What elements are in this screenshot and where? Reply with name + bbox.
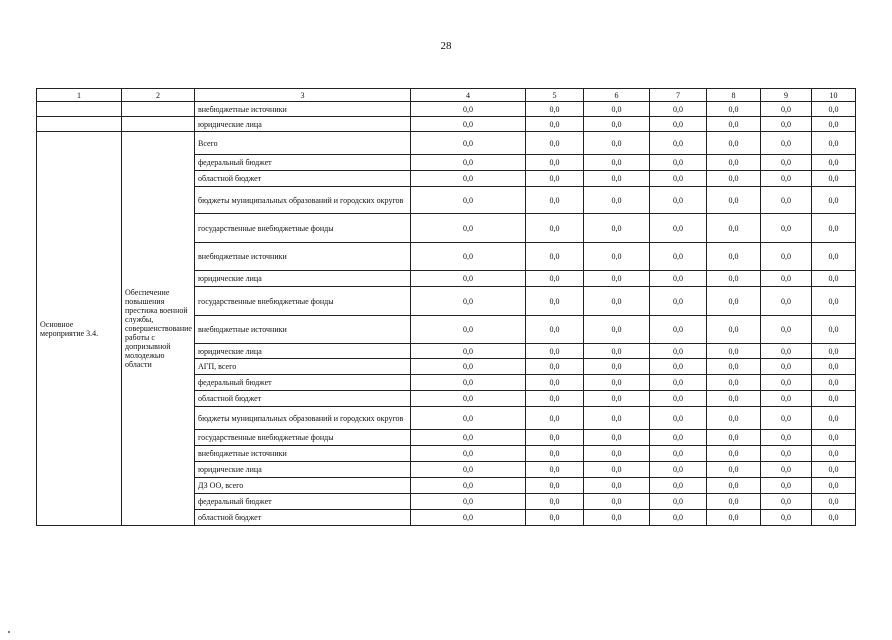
value-cell: 0,0 [584,430,650,446]
value-cell: 0,0 [761,494,812,510]
value-cell: 0,0 [707,316,761,344]
value-cell: 0,0 [812,359,856,375]
value-cell: 0,0 [707,375,761,391]
header-cell: 1 [37,89,122,102]
value-cell: 0,0 [411,214,526,243]
value-cell: 0,0 [761,214,812,243]
value-cell: 0,0 [526,359,584,375]
value-cell: 0,0 [812,271,856,287]
value-cell: 0,0 [584,243,650,271]
value-cell: 0,0 [650,243,707,271]
row-label: внебюджетные источники [195,446,411,462]
value-cell: 0,0 [584,187,650,214]
value-cell: 0,0 [584,510,650,526]
value-cell: 0,0 [707,132,761,155]
value-cell: 0,0 [812,430,856,446]
value-cell: 0,0 [761,430,812,446]
value-cell: 0,0 [411,462,526,478]
col2-cell [122,117,195,132]
value-cell: 0,0 [650,102,707,117]
value-cell: 0,0 [526,117,584,132]
value-cell: 0,0 [761,510,812,526]
col1-cell [37,117,122,132]
value-cell: 0,0 [526,407,584,430]
value-cell: 0,0 [411,344,526,359]
value-cell: 0,0 [650,407,707,430]
value-cell: 0,0 [812,478,856,494]
value-cell: 0,0 [584,391,650,407]
row-label: бюджеты муниципальных образований и городских округов [195,187,411,214]
value-cell: 0,0 [650,344,707,359]
header-cell: 2 [122,89,195,102]
value-cell: 0,0 [584,359,650,375]
value-cell: 0,0 [584,271,650,287]
value-cell: 0,0 [707,462,761,478]
value-cell: 0,0 [707,171,761,187]
value-cell: 0,0 [411,446,526,462]
value-cell: 0,0 [526,155,584,171]
header-cell: 8 [707,89,761,102]
header-row [37,89,856,102]
value-cell: 0,0 [707,214,761,243]
value-cell: 0,0 [411,171,526,187]
value-cell: 0,0 [812,171,856,187]
row-label: бюджеты муниципальных образований и городских округов [195,407,411,430]
value-cell: 0,0 [411,132,526,155]
value-cell: 0,0 [650,214,707,243]
value-cell: 0,0 [707,102,761,117]
value-cell: 0,0 [761,359,812,375]
value-cell: 0,0 [584,344,650,359]
value-cell: 0,0 [526,462,584,478]
value-cell: 0,0 [411,494,526,510]
value-cell: 0,0 [761,187,812,214]
value-cell: 0,0 [650,391,707,407]
value-cell: 0,0 [650,510,707,526]
row-label: областной бюджет [195,391,411,407]
value-cell: 0,0 [650,171,707,187]
value-cell: 0,0 [707,187,761,214]
value-cell: 0,0 [650,446,707,462]
event-name: Основное мероприятие 3.4. [37,132,122,526]
value-cell: 0,0 [526,510,584,526]
value-cell: 0,0 [411,117,526,132]
value-cell: 0,0 [812,391,856,407]
value-cell: 0,0 [584,316,650,344]
value-cell: 0,0 [812,102,856,117]
value-cell: 0,0 [526,171,584,187]
header-cell: 9 [761,89,812,102]
value-cell: 0,0 [761,446,812,462]
header-cell: 6 [584,89,650,102]
row-label: юридические лица [195,271,411,287]
row-label: АГП, всего [195,359,411,375]
value-cell: 0,0 [812,344,856,359]
row-label: государственные внебюджетные фонды [195,287,411,316]
value-cell: 0,0 [707,391,761,407]
value-cell: 0,0 [812,494,856,510]
col2-cell [122,102,195,117]
value-cell: 0,0 [761,391,812,407]
value-cell: 0,0 [761,344,812,359]
value-cell: 0,0 [411,430,526,446]
value-cell: 0,0 [707,155,761,171]
value-cell: 0,0 [526,271,584,287]
value-cell: 0,0 [707,510,761,526]
value-cell: 0,0 [812,446,856,462]
row-label: юридические лица [195,344,411,359]
value-cell: 0,0 [526,344,584,359]
row-label: государственные внебюджетные фонды [195,214,411,243]
value-cell: 0,0 [707,478,761,494]
value-cell: 0,0 [650,316,707,344]
value-cell: 0,0 [707,359,761,375]
value-cell: 0,0 [411,155,526,171]
scan-speck [8,631,10,633]
value-cell: 0,0 [526,478,584,494]
row-label: ДЗ ОО, всего [195,478,411,494]
value-cell: 0,0 [411,187,526,214]
value-cell: 0,0 [650,287,707,316]
table-row [37,132,856,155]
value-cell: 0,0 [650,375,707,391]
value-cell: 0,0 [526,132,584,155]
value-cell: 0,0 [526,430,584,446]
value-cell: 0,0 [526,391,584,407]
value-cell: 0,0 [584,171,650,187]
value-cell: 0,0 [761,375,812,391]
row-label: федеральный бюджет [195,494,411,510]
value-cell: 0,0 [650,494,707,510]
value-cell: 0,0 [650,117,707,132]
header-cell: 7 [650,89,707,102]
value-cell: 0,0 [526,287,584,316]
value-cell: 0,0 [812,375,856,391]
header-cell: 10 [812,89,856,102]
value-cell: 0,0 [812,407,856,430]
value-cell: 0,0 [761,271,812,287]
value-cell: 0,0 [526,187,584,214]
header-cell: 4 [411,89,526,102]
value-cell: 0,0 [584,494,650,510]
row-label: федеральный бюджет [195,375,411,391]
value-cell: 0,0 [707,243,761,271]
value-cell: 0,0 [411,391,526,407]
header-cell: 5 [526,89,584,102]
value-cell: 0,0 [584,407,650,430]
value-cell: 0,0 [411,243,526,271]
value-cell: 0,0 [812,214,856,243]
value-cell: 0,0 [584,462,650,478]
row-label: внебюджетные источники [195,102,411,117]
value-cell: 0,0 [650,478,707,494]
value-cell: 0,0 [761,287,812,316]
value-cell: 0,0 [707,287,761,316]
value-cell: 0,0 [584,446,650,462]
value-cell: 0,0 [761,316,812,344]
value-cell: 0,0 [650,155,707,171]
value-cell: 0,0 [650,430,707,446]
header-cell: 3 [195,89,411,102]
value-cell: 0,0 [526,214,584,243]
table-row [37,117,856,132]
value-cell: 0,0 [812,132,856,155]
value-cell: 0,0 [584,102,650,117]
value-cell: 0,0 [411,407,526,430]
value-cell: 0,0 [411,316,526,344]
value-cell: 0,0 [526,243,584,271]
row-label: внебюджетные источники [195,316,411,344]
value-cell: 0,0 [707,117,761,132]
value-cell: 0,0 [707,407,761,430]
value-cell: 0,0 [812,462,856,478]
value-cell: 0,0 [526,316,584,344]
col1-cell [37,102,122,117]
value-cell: 0,0 [761,478,812,494]
row-label: юридические лица [195,462,411,478]
value-cell: 0,0 [812,243,856,271]
table-row [37,102,856,117]
value-cell: 0,0 [584,478,650,494]
value-cell: 0,0 [707,344,761,359]
value-cell: 0,0 [812,510,856,526]
value-cell: 0,0 [707,430,761,446]
value-cell: 0,0 [650,462,707,478]
value-cell: 0,0 [584,132,650,155]
value-cell: 0,0 [650,271,707,287]
table-body [37,89,856,526]
value-cell: 0,0 [584,287,650,316]
value-cell: 0,0 [411,102,526,117]
value-cell: 0,0 [650,132,707,155]
value-cell: 0,0 [707,271,761,287]
value-cell: 0,0 [761,171,812,187]
value-cell: 0,0 [526,102,584,117]
value-cell: 0,0 [761,407,812,430]
value-cell: 0,0 [584,375,650,391]
value-cell: 0,0 [411,478,526,494]
value-cell: 0,0 [761,155,812,171]
value-cell: 0,0 [761,132,812,155]
row-label: юридические лица [195,117,411,132]
value-cell: 0,0 [411,271,526,287]
value-cell: 0,0 [526,446,584,462]
value-cell: 0,0 [761,102,812,117]
value-cell: 0,0 [707,494,761,510]
value-cell: 0,0 [761,117,812,132]
row-label: федеральный бюджет [195,155,411,171]
budget-table [36,88,856,526]
value-cell: 0,0 [584,117,650,132]
value-cell: 0,0 [584,214,650,243]
value-cell: 0,0 [707,446,761,462]
value-cell: 0,0 [650,359,707,375]
value-cell: 0,0 [761,243,812,271]
value-cell: 0,0 [812,117,856,132]
row-label: областной бюджет [195,510,411,526]
value-cell: 0,0 [411,359,526,375]
value-cell: 0,0 [526,375,584,391]
row-label: областной бюджет [195,171,411,187]
value-cell: 0,0 [650,187,707,214]
row-label: государственные внебюджетные фонды [195,430,411,446]
value-cell: 0,0 [411,510,526,526]
row-label: Всего [195,132,411,155]
value-cell: 0,0 [812,287,856,316]
value-cell: 0,0 [411,375,526,391]
value-cell: 0,0 [411,287,526,316]
page-number: 28 [440,40,452,52]
value-cell: 0,0 [812,155,856,171]
event-description: Обеспечение повышения престижа военной службы, совершенствование работы с допризывной молодежью области [122,132,195,526]
value-cell: 0,0 [761,462,812,478]
value-cell: 0,0 [812,316,856,344]
row-label: внебюджетные источники [195,243,411,271]
value-cell: 0,0 [812,187,856,214]
value-cell: 0,0 [526,494,584,510]
value-cell: 0,0 [584,155,650,171]
